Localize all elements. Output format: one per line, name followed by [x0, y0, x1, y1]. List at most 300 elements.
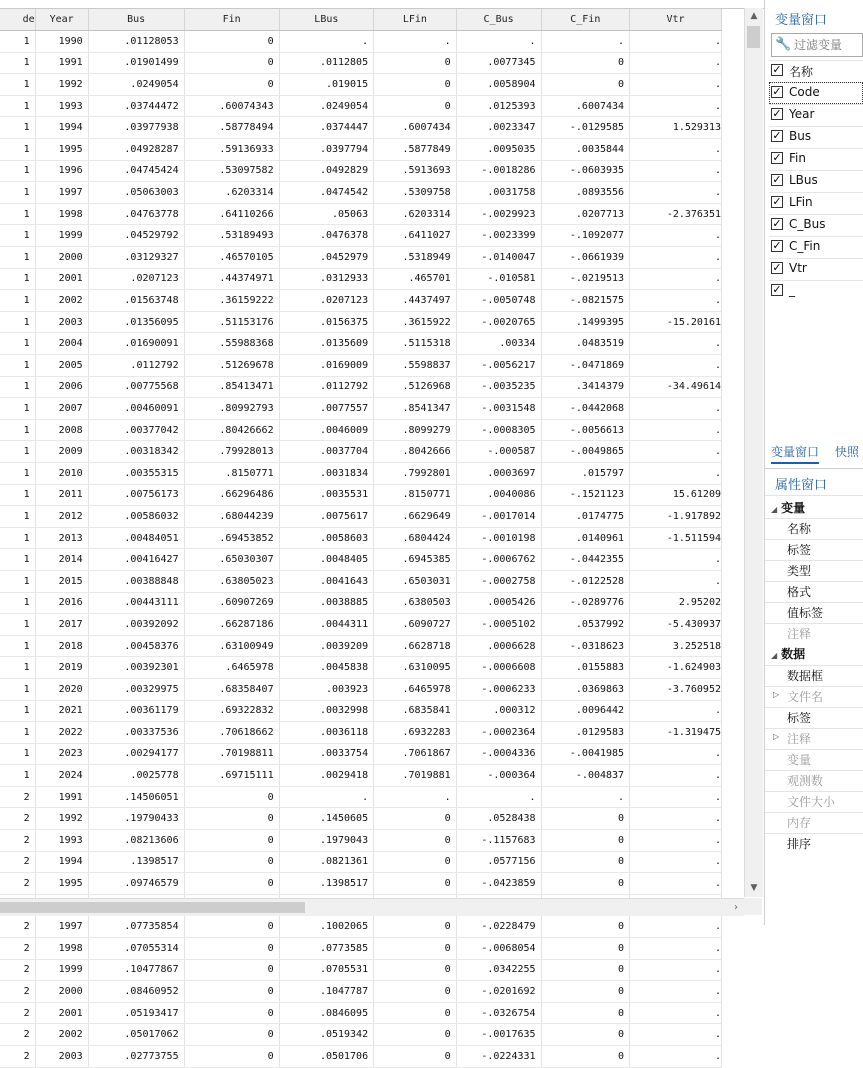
table-cell[interactable]: .0035531: [279, 484, 374, 506]
expand-icon[interactable]: ▷: [773, 690, 780, 699]
table-cell[interactable]: -1.511594: [630, 527, 722, 549]
variable-checkbox[interactable]: ✓: [772, 261, 782, 274]
table-cell[interactable]: .0207123: [279, 290, 374, 312]
table-cell[interactable]: .: [630, 981, 722, 1003]
table-cell[interactable]: 1.529313: [630, 117, 722, 139]
table-cell[interactable]: .1499395: [541, 311, 630, 333]
variable-item[interactable]: [769, 214, 863, 236]
table-cell[interactable]: .0033754: [279, 743, 374, 765]
table-cell[interactable]: 0: [184, 52, 279, 74]
table-cell[interactable]: .: [630, 419, 722, 441]
table-cell[interactable]: .0125393: [456, 95, 541, 117]
table-cell[interactable]: -.004837: [541, 765, 630, 787]
table-cell[interactable]: .6203314: [184, 182, 279, 204]
variable-item[interactable]: [769, 82, 863, 104]
table-cell[interactable]: 1: [0, 398, 35, 420]
table-cell[interactable]: .00334: [456, 333, 541, 355]
table-cell[interactable]: 0: [374, 959, 457, 981]
table-cell[interactable]: -34.49614: [630, 376, 722, 398]
table-cell[interactable]: .: [630, 441, 722, 463]
table-cell[interactable]: 2001: [35, 1002, 88, 1024]
table-cell[interactable]: -.010581: [456, 268, 541, 290]
variable-item[interactable]: [769, 280, 863, 302]
table-cell[interactable]: .46570105: [184, 247, 279, 269]
table-cell[interactable]: .5598837: [374, 355, 457, 377]
table-cell[interactable]: .0045838: [279, 657, 374, 679]
table-cell[interactable]: .0095035: [456, 139, 541, 161]
table-cell[interactable]: .0501706: [279, 1046, 374, 1068]
table-cell[interactable]: -.0289776: [541, 592, 630, 614]
table-cell[interactable]: 0: [184, 981, 279, 1003]
table-cell[interactable]: .: [630, 355, 722, 377]
horizontal-scroll-thumb[interactable]: [0, 902, 305, 913]
table-cell[interactable]: .: [630, 74, 722, 96]
table-cell[interactable]: 0: [541, 1002, 630, 1024]
table-cell[interactable]: .8042666: [374, 441, 457, 463]
table-cell[interactable]: 0: [374, 1002, 457, 1024]
table-cell[interactable]: 1992: [35, 74, 88, 96]
property-label[interactable]: 注释: [787, 627, 812, 641]
variable-checkbox[interactable]: ✓: [772, 129, 782, 142]
collapse-icon[interactable]: ◢: [771, 651, 778, 660]
table-cell[interactable]: 0: [184, 1046, 279, 1068]
table-cell[interactable]: 1: [0, 31, 35, 53]
table-cell[interactable]: 0: [541, 851, 630, 873]
property-label[interactable]: 注释: [787, 732, 812, 746]
table-row[interactable]: [0, 635, 722, 657]
table-cell[interactable]: .: [630, 765, 722, 787]
table-cell[interactable]: .0031758: [456, 182, 541, 204]
table-row[interactable]: [0, 268, 722, 290]
table-cell[interactable]: .00337536: [88, 722, 184, 744]
table-cell[interactable]: .6411027: [374, 225, 457, 247]
table-cell[interactable]: 0: [541, 1046, 630, 1068]
table-row[interactable]: [0, 398, 722, 420]
table-cell[interactable]: 1: [0, 765, 35, 787]
table-cell[interactable]: .00775568: [88, 376, 184, 398]
property-label[interactable]: 数据框: [787, 669, 824, 683]
table-cell[interactable]: 2.95202: [630, 592, 722, 614]
table-cell[interactable]: 0: [374, 830, 457, 852]
table-cell[interactable]: .19790433: [88, 808, 184, 830]
table-cell[interactable]: 1: [0, 570, 35, 592]
table-cell[interactable]: 2016: [35, 592, 88, 614]
table-row[interactable]: [0, 333, 722, 355]
table-cell[interactable]: .0207123: [88, 268, 184, 290]
table-cell[interactable]: 1: [0, 441, 35, 463]
table-cell[interactable]: .6835841: [374, 700, 457, 722]
table-cell[interactable]: 0: [374, 873, 457, 895]
table-cell[interactable]: 1999: [35, 959, 88, 981]
table-cell[interactable]: -.0224331: [456, 1046, 541, 1068]
table-cell[interactable]: 2: [0, 1002, 35, 1024]
table-cell[interactable]: 2018: [35, 635, 88, 657]
property-label[interactable]: 标签: [787, 711, 812, 725]
table-cell[interactable]: .63805023: [184, 570, 279, 592]
table-row[interactable]: [0, 225, 722, 247]
table-cell[interactable]: 2000: [35, 247, 88, 269]
table-cell[interactable]: 2006: [35, 376, 88, 398]
table-cell[interactable]: 1991: [35, 786, 88, 808]
table-cell[interactable]: 0: [184, 786, 279, 808]
table-cell[interactable]: .0169009: [279, 355, 374, 377]
table-row[interactable]: [0, 722, 722, 744]
table-cell[interactable]: .63100949: [184, 635, 279, 657]
table-cell[interactable]: .0031834: [279, 462, 374, 484]
table-cell[interactable]: .6932283: [374, 722, 457, 744]
table-row[interactable]: [0, 462, 722, 484]
table-cell[interactable]: .01128053: [88, 31, 184, 53]
table-cell[interactable]: 1: [0, 376, 35, 398]
table-cell[interactable]: 2014: [35, 549, 88, 571]
table-cell[interactable]: -5.430937: [630, 614, 722, 636]
collapse-icon[interactable]: ◢: [771, 505, 778, 514]
table-cell[interactable]: 2001: [35, 268, 88, 290]
table-cell[interactable]: .3414379: [541, 376, 630, 398]
property-label[interactable]: 类型: [787, 564, 812, 578]
table-cell[interactable]: .0029418: [279, 765, 374, 787]
table-cell[interactable]: 1: [0, 592, 35, 614]
table-cell[interactable]: 1999: [35, 225, 88, 247]
table-cell[interactable]: 2: [0, 808, 35, 830]
table-cell[interactable]: .0342255: [456, 959, 541, 981]
table-cell[interactable]: .10477867: [88, 959, 184, 981]
table-cell[interactable]: 1: [0, 52, 35, 74]
table-cell[interactable]: -.000587: [456, 441, 541, 463]
table-cell[interactable]: .0474542: [279, 182, 374, 204]
table-cell[interactable]: 2020: [35, 678, 88, 700]
table-cell[interactable]: .65030307: [184, 549, 279, 571]
table-cell[interactable]: 0: [541, 959, 630, 981]
table-cell[interactable]: .465701: [374, 268, 457, 290]
table-cell[interactable]: .0821361: [279, 851, 374, 873]
table-cell[interactable]: 0: [184, 851, 279, 873]
table-cell[interactable]: .00392301: [88, 657, 184, 679]
table-cell[interactable]: 2007: [35, 398, 88, 420]
table-cell[interactable]: .03744472: [88, 95, 184, 117]
table-cell[interactable]: .: [630, 333, 722, 355]
variable-checkbox[interactable]: ✓: [772, 283, 782, 296]
table-cell[interactable]: -1.624903: [630, 657, 722, 679]
table-cell[interactable]: 0: [374, 52, 457, 74]
table-row[interactable]: [0, 743, 722, 765]
table-cell[interactable]: 0: [184, 916, 279, 938]
table-cell[interactable]: .0046009: [279, 419, 374, 441]
table-row[interactable]: [0, 959, 722, 981]
variable-checkbox[interactable]: ✓: [772, 239, 782, 252]
table-cell[interactable]: .04928287: [88, 139, 184, 161]
table-cell[interactable]: -.0056217: [456, 355, 541, 377]
table-cell[interactable]: -.0029923: [456, 203, 541, 225]
table-cell[interactable]: -.0017014: [456, 506, 541, 528]
table-cell[interactable]: -.0228479: [456, 916, 541, 938]
table-cell[interactable]: 2010: [35, 462, 88, 484]
table-cell[interactable]: .6628718: [374, 635, 457, 657]
table-cell[interactable]: .: [630, 700, 722, 722]
table-cell[interactable]: .0156375: [279, 311, 374, 333]
table-cell[interactable]: -.0020765: [456, 311, 541, 333]
table-cell[interactable]: .44374971: [184, 268, 279, 290]
table-cell[interactable]: .: [630, 808, 722, 830]
table-cell[interactable]: .0155883: [541, 657, 630, 679]
table-cell[interactable]: .0492829: [279, 160, 374, 182]
table-row[interactable]: [0, 700, 722, 722]
table-cell[interactable]: 1: [0, 290, 35, 312]
table-cell[interactable]: .1398517: [88, 851, 184, 873]
table-cell[interactable]: 0: [184, 74, 279, 96]
data-grid[interactable]: [0, 8, 744, 1062]
table-cell[interactable]: .: [374, 786, 457, 808]
table-cell[interactable]: 2: [0, 981, 35, 1003]
table-cell[interactable]: .51153176: [184, 311, 279, 333]
table-cell[interactable]: .7061867: [374, 743, 457, 765]
column-header-c-bus[interactable]: C_Bus: [456, 9, 541, 31]
table-row[interactable]: [0, 1024, 722, 1046]
table-cell[interactable]: 1994: [35, 117, 88, 139]
table-cell[interactable]: 0: [541, 873, 630, 895]
data-group-header[interactable]: [771, 645, 863, 662]
table-row[interactable]: [0, 851, 722, 873]
table-row[interactable]: [0, 765, 722, 787]
table-cell[interactable]: .64110266: [184, 203, 279, 225]
table-cell[interactable]: 1991: [35, 52, 88, 74]
table-cell[interactable]: 2023: [35, 743, 88, 765]
table-cell[interactable]: .0040086: [456, 484, 541, 506]
table-cell[interactable]: 2: [0, 851, 35, 873]
table-cell[interactable]: .0075617: [279, 506, 374, 528]
table-cell[interactable]: .68044239: [184, 506, 279, 528]
table-cell[interactable]: -.0129585: [541, 117, 630, 139]
table-cell[interactable]: -.0004336: [456, 743, 541, 765]
table-cell[interactable]: .08213606: [88, 830, 184, 852]
table-cell[interactable]: 0: [184, 808, 279, 830]
table-cell[interactable]: 1: [0, 311, 35, 333]
table-cell[interactable]: .0058904: [456, 74, 541, 96]
table-cell[interactable]: .1450605: [279, 808, 374, 830]
table-cell[interactable]: .5913693: [374, 160, 457, 182]
table-cell[interactable]: 2: [0, 1024, 35, 1046]
table-cell[interactable]: -3.760952: [630, 678, 722, 700]
table-cell[interactable]: 2019: [35, 657, 88, 679]
column-header-lbus[interactable]: LBus: [279, 9, 374, 31]
table-row[interactable]: [0, 1002, 722, 1024]
table-cell[interactable]: 2011: [35, 484, 88, 506]
table-cell[interactable]: 0: [541, 1024, 630, 1046]
table-cell[interactable]: -1.319475: [630, 722, 722, 744]
table-cell[interactable]: .80992793: [184, 398, 279, 420]
wrench-icon[interactable]: 🔧: [775, 37, 792, 52]
table-cell[interactable]: .69322832: [184, 700, 279, 722]
table-cell[interactable]: 2005: [35, 355, 88, 377]
table-cell[interactable]: -.0442068: [541, 398, 630, 420]
table-cell[interactable]: 1: [0, 182, 35, 204]
variable-item[interactable]: [769, 104, 863, 126]
table-cell[interactable]: .07735854: [88, 916, 184, 938]
property-label[interactable]: 观测数: [787, 774, 824, 788]
table-cell[interactable]: .0174775: [541, 506, 630, 528]
variable-checkbox[interactable]: ✓: [772, 217, 782, 230]
table-cell[interactable]: -2.376351: [630, 203, 722, 225]
table-cell[interactable]: .53097582: [184, 160, 279, 182]
table-row[interactable]: [0, 441, 722, 463]
table-cell[interactable]: .: [456, 786, 541, 808]
table-row[interactable]: [0, 938, 722, 960]
table-cell[interactable]: .8150771: [374, 484, 457, 506]
tab-variables-window[interactable]: 变量窗口: [771, 442, 819, 464]
table-cell[interactable]: -.0002364: [456, 722, 541, 744]
table-cell[interactable]: .1398517: [279, 873, 374, 895]
table-cell[interactable]: 3.252518: [630, 635, 722, 657]
variable-checkbox[interactable]: ✓: [772, 195, 782, 208]
table-cell[interactable]: .0023347: [456, 117, 541, 139]
table-cell[interactable]: .: [630, 851, 722, 873]
variable-item[interactable]: [769, 192, 863, 214]
table-cell[interactable]: 0: [374, 1024, 457, 1046]
table-cell[interactable]: .0249054: [279, 95, 374, 117]
table-cell[interactable]: -.000364: [456, 765, 541, 787]
table-cell[interactable]: .00377042: [88, 419, 184, 441]
expand-icon[interactable]: ▷: [773, 732, 780, 741]
table-cell[interactable]: .: [279, 31, 374, 53]
table-cell[interactable]: .0705531: [279, 959, 374, 981]
table-row[interactable]: [0, 52, 722, 74]
table-cell[interactable]: .07055314: [88, 938, 184, 960]
table-cell[interactable]: 1: [0, 355, 35, 377]
table-cell[interactable]: 0: [541, 52, 630, 74]
table-row[interactable]: [0, 419, 722, 441]
table-cell[interactable]: .6310095: [374, 657, 457, 679]
table-cell[interactable]: .: [541, 31, 630, 53]
table-cell[interactable]: 0: [541, 808, 630, 830]
vertical-scrollbar[interactable]: [744, 8, 763, 897]
table-cell[interactable]: .: [630, 31, 722, 53]
table-cell[interactable]: -.0423859: [456, 873, 541, 895]
table-cell[interactable]: .: [630, 916, 722, 938]
table-cell[interactable]: .53189493: [184, 225, 279, 247]
table-cell[interactable]: .0483519: [541, 333, 630, 355]
table-cell[interactable]: .0528438: [456, 808, 541, 830]
table-cell[interactable]: -.0010198: [456, 527, 541, 549]
table-row[interactable]: [0, 95, 722, 117]
table-cell[interactable]: .02773755: [88, 1046, 184, 1068]
table-cell[interactable]: 2004: [35, 333, 88, 355]
table-cell[interactable]: 1: [0, 160, 35, 182]
table-cell[interactable]: .04529792: [88, 225, 184, 247]
table-cell[interactable]: .0036118: [279, 722, 374, 744]
table-cell[interactable]: .5126968: [374, 376, 457, 398]
table-cell[interactable]: .0048405: [279, 549, 374, 571]
table-cell[interactable]: .55988368: [184, 333, 279, 355]
table-row[interactable]: [0, 139, 722, 161]
table-cell[interactable]: -.0821575: [541, 290, 630, 312]
table-cell[interactable]: 1: [0, 95, 35, 117]
table-cell[interactable]: .6007434: [541, 95, 630, 117]
table-cell[interactable]: 2017: [35, 614, 88, 636]
table-cell[interactable]: .6090727: [374, 614, 457, 636]
table-cell[interactable]: .00388848: [88, 570, 184, 592]
table-cell[interactable]: .85413471: [184, 376, 279, 398]
table-cell[interactable]: .79928013: [184, 441, 279, 463]
table-cell[interactable]: 0: [541, 916, 630, 938]
table-row[interactable]: [0, 549, 722, 571]
table-cell[interactable]: .: [630, 268, 722, 290]
table-cell[interactable]: .: [630, 786, 722, 808]
table-cell[interactable]: .04763778: [88, 203, 184, 225]
table-cell[interactable]: 2008: [35, 419, 88, 441]
table-cell[interactable]: .0140961: [541, 527, 630, 549]
table-cell[interactable]: 2: [0, 786, 35, 808]
scroll-up-icon[interactable]: ▲: [750, 11, 758, 21]
table-cell[interactable]: .0397794: [279, 139, 374, 161]
column-header-lfin[interactable]: LFin: [374, 9, 457, 31]
table-row[interactable]: [0, 916, 722, 938]
table-cell[interactable]: .8541347: [374, 398, 457, 420]
table-cell[interactable]: -.0471869: [541, 355, 630, 377]
table-cell[interactable]: .: [630, 1024, 722, 1046]
table-cell[interactable]: .00416427: [88, 549, 184, 571]
table-cell[interactable]: .8099279: [374, 419, 457, 441]
table-row[interactable]: [0, 290, 722, 312]
table-row[interactable]: [0, 247, 722, 269]
table-cell[interactable]: .00458376: [88, 635, 184, 657]
table-cell[interactable]: -.0219513: [541, 268, 630, 290]
table-cell[interactable]: 1: [0, 657, 35, 679]
table-cell[interactable]: .00355315: [88, 462, 184, 484]
table-cell[interactable]: .0112792: [88, 355, 184, 377]
table-cell[interactable]: 0: [184, 1002, 279, 1024]
table-cell[interactable]: .000312: [456, 700, 541, 722]
table-cell[interactable]: 15.61209: [630, 484, 722, 506]
property-label[interactable]: 名称: [787, 522, 812, 536]
table-cell[interactable]: .09746579: [88, 873, 184, 895]
column-header-vtr[interactable]: Vtr: [630, 9, 722, 31]
table-cell[interactable]: .0135609: [279, 333, 374, 355]
table-cell[interactable]: .4437497: [374, 290, 457, 312]
table-cell[interactable]: -.0023399: [456, 225, 541, 247]
table-cell[interactable]: 2002: [35, 290, 88, 312]
table-cell[interactable]: -.0442355: [541, 549, 630, 571]
table-cell[interactable]: .: [630, 225, 722, 247]
table-cell[interactable]: 2: [0, 1046, 35, 1068]
table-cell[interactable]: .7019881: [374, 765, 457, 787]
table-cell[interactable]: .66287186: [184, 614, 279, 636]
table-cell[interactable]: 0: [374, 981, 457, 1003]
table-row[interactable]: [0, 657, 722, 679]
table-cell[interactable]: .7992801: [374, 462, 457, 484]
table-cell[interactable]: .03129327: [88, 247, 184, 269]
table-row[interactable]: [0, 570, 722, 592]
variable-checkbox[interactable]: ✓: [772, 173, 782, 186]
table-cell[interactable]: .019015: [279, 74, 374, 96]
table-cell[interactable]: .: [630, 290, 722, 312]
table-row[interactable]: [0, 74, 722, 96]
table-cell[interactable]: .69715111: [184, 765, 279, 787]
table-cell[interactable]: 1990: [35, 31, 88, 53]
table-cell[interactable]: .69453852: [184, 527, 279, 549]
table-cell[interactable]: 2: [0, 938, 35, 960]
table-cell[interactable]: .: [630, 182, 722, 204]
table-cell[interactable]: .1047787: [279, 981, 374, 1003]
table-cell[interactable]: 0: [541, 938, 630, 960]
table-row[interactable]: [0, 592, 722, 614]
table-cell[interactable]: .0058603: [279, 527, 374, 549]
variable-item[interactable]: [769, 170, 863, 192]
table-row[interactable]: [0, 484, 722, 506]
table-row[interactable]: [0, 873, 722, 895]
table-cell[interactable]: .0044311: [279, 614, 374, 636]
table-cell[interactable]: .1979043: [279, 830, 374, 852]
table-cell[interactable]: .: [541, 786, 630, 808]
